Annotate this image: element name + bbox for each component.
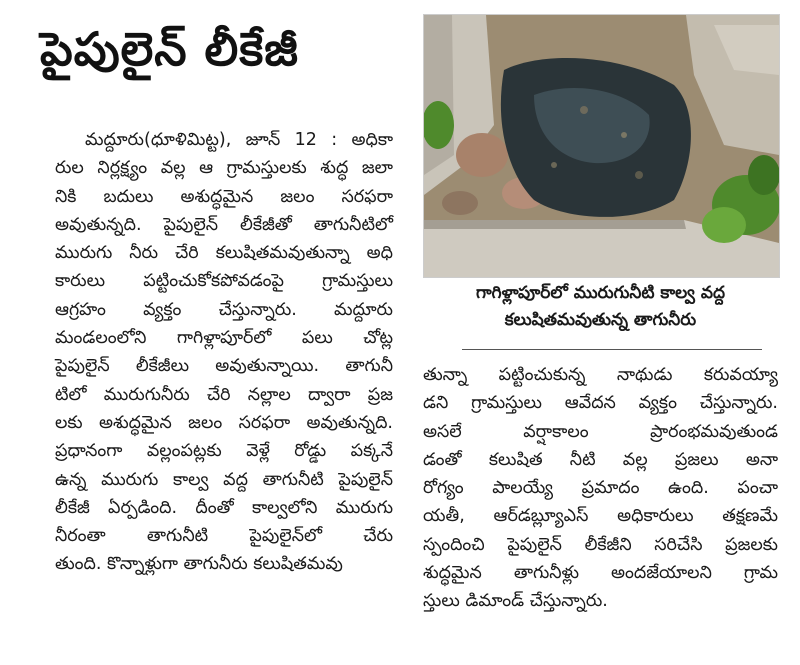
text-line: కారులు పట్టించుకోకపోవడంపై గ్రామస్తులు [55, 271, 393, 292]
text-line: రుల నిర్లక్ష్యం వల్ల ఆ గ్రామస్తులకు శుద్ధ జలా [55, 158, 393, 179]
caption-line: కలుషితమవుతున్న తాగునీరు [504, 310, 697, 330]
photo-caption [423, 280, 778, 334]
text-line: ఉన్న మురుగు కాల్వ వద్ద తాగునీటి పైపులైన్ [55, 469, 393, 490]
text-line: తుంది. కొన్నాళ్లుగా తాగునీరు కలుషితమవు [55, 554, 343, 575]
text-line: పైపులైన్ లీకేజీలు అవుతున్నాయి. తాగునీ [55, 356, 393, 377]
text-line: మురుగు నీరు చేరి కలుషితమవుతున్నా అధి [55, 243, 393, 264]
caption-line: గాగిళ్లాపూర్‌లో మురుగునీటి కాల్వ వద్ద [476, 283, 725, 303]
text-line: డని గ్రామస్తులు ఆవేదన వ్యక్తం చేస్తున్నారు. [423, 393, 778, 414]
text-line: అసలే వర్షాకాలం ప్రారంభమవుతుండ [423, 421, 778, 442]
text-line: ప్రధానంగా వల్లంపట్లకు వెళ్లే రోడ్డు పక్కనే [55, 441, 393, 462]
text-line: మండలంలోని గాగిళ్లాపూర్‌లో పలు చోట్ల [55, 328, 393, 349]
text-line: మద్దూరు(ధూళిమిట్ట), జూన్ 12 : అధికా [85, 130, 393, 150]
text-line: లీకేజీ ఏర్పడింది. దీంతో కాల్వలోని మురుగు [55, 497, 393, 518]
article-right-column [423, 361, 778, 616]
text-line: టిలో మురుగునీరు చేరి నల్లాల ద్వారా ప్రజ [55, 384, 393, 405]
text-line: నీరంతా తాగునీటి పైపులైన్‌లో చేరు [55, 526, 393, 547]
text-line: అవుతున్నది. పైపులైన్ లీకేజీతో తాగునీటిలో [55, 214, 393, 235]
text-line: డంతో కలుషిత నీటి వల్ల ప్రజలు అనా [423, 449, 778, 470]
text-line: ఆగ్రహం వ్యక్తం చేస్తున్నారు. మద్దూరు [55, 299, 393, 320]
text-line: రోగ్యం పాలయ్యే ప్రమాదం ఉంది. పంచా [423, 478, 778, 499]
text-line: యతీ, ఆర్‌డబ్ల్యూఎస్ అధికారులు తక్షణమే [423, 506, 778, 527]
text-line: స్తులు డిమాండ్ చేస్తున్నారు. [423, 591, 608, 612]
text-line: లకు అశుద్ధమైన జలం సరఫరా అవుతున్నది. [55, 412, 393, 433]
caption-divider [462, 349, 762, 350]
text-line: నికి బదులు అశుద్ధమైన జలం సరఫరా [55, 186, 393, 207]
text-line: శుద్ధమైన తాగునీళ్లు అందజేయాలని గ్రామ [423, 563, 778, 584]
news-photo-sewage-canal [423, 14, 780, 278]
headline: పైపులైన్ లీకేజీ [40, 22, 299, 76]
text-line: స్పందించి పైపులైన్ లీకేజీని సరిచేసి ప్రజలకు [423, 534, 778, 555]
article-left-column [55, 126, 393, 579]
text-line: తున్నా పట్టించుకున్న నాథుడు కరువయ్యా [423, 365, 778, 385]
